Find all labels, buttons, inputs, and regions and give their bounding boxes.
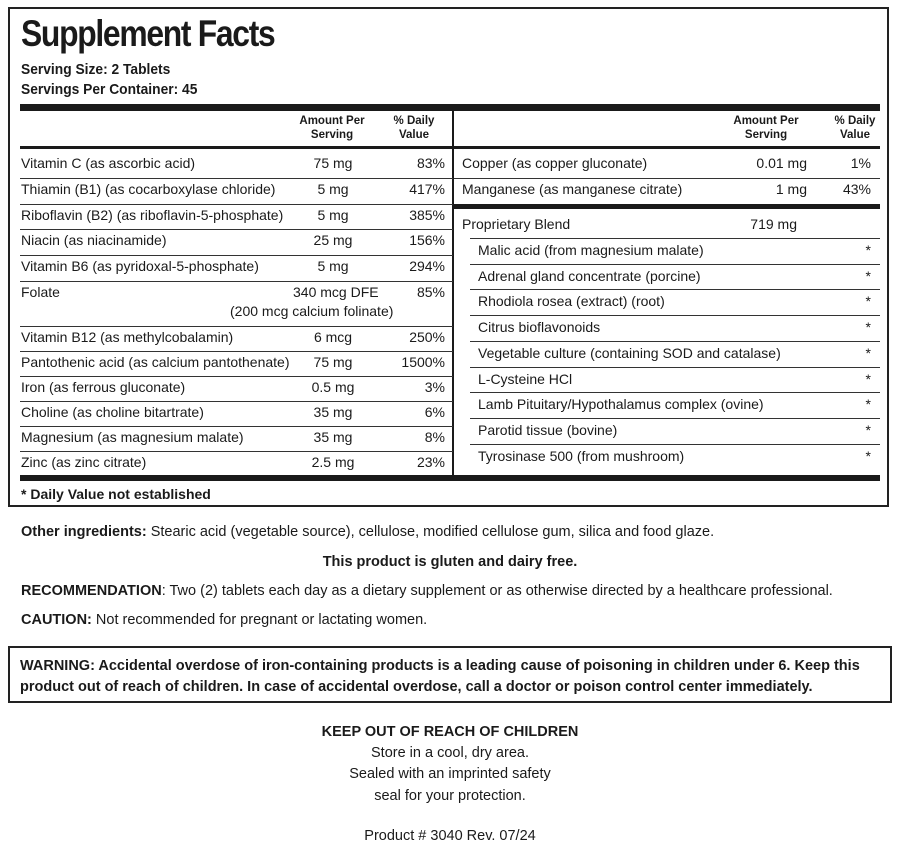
nutrient-row [21,207,446,227]
nutrient-name: Vitamin C (as ascorbic acid) [21,155,196,171]
nutrient-row [21,181,446,201]
proprietary-blend-row [462,216,882,236]
blend-item-name: L-Cysteine HCl [478,371,573,387]
nutrient-daily-value: 8% [424,429,445,445]
row-divider [470,289,880,290]
nutrient-row [21,404,446,424]
blend-item-row [478,242,882,262]
other-ingredients-text: Stearic acid (vegetable source), cellulose, modified cellulose gum, silica and food glaze. [146,524,715,540]
storage-line-1: Store in a cool, dry area. [371,745,529,761]
daily-value-footnote: * Daily Value not established [21,486,211,502]
nutrient-daily-value: 417% [409,181,445,197]
right-dv-header [825,114,885,142]
caution-label: CAUTION: [21,612,92,628]
gluten-free-note: This product is gluten and dairy free. [322,554,578,570]
warning-line-2: product out of reach of children. In case of accidental overdose, call a doctor or poison control center immediately. [20,679,813,695]
column-divider [452,104,454,476]
nutrient-daily-value: 6% [424,404,445,420]
row-divider [20,326,453,327]
nutrient-name: Iron (as ferrous gluconate) [21,379,186,395]
blend-item-daily-value: * [865,268,871,284]
blend-rule [454,204,880,209]
recommendation-text: : Two (2) tablets each day as a dietary supplement or as otherwise directed by a healthcare professional. [161,583,833,599]
row-divider [20,281,453,282]
nutrient-subtext: (200 mcg calcium folinate) [230,303,394,319]
blend-item-row [478,293,882,313]
blend-item-name: Adrenal gland concentrate (porcine) [478,268,701,284]
blend-item-row [478,396,882,416]
right-amount-header [723,114,809,142]
nutrient-row [21,284,446,319]
mineral-row [462,181,882,201]
nutrient-daily-value: 85% [416,284,445,300]
left-dv-header [384,114,444,142]
mineral-amount: 0.01 mg [756,155,807,171]
row-divider [20,351,453,352]
nutrient-amount: 0.5 mg [311,379,355,395]
row-divider [454,178,880,179]
blend-name: Proprietary Blend [462,216,571,232]
iron-warning-box [8,646,892,703]
recommendation-label: RECOMMENDATION [21,583,162,599]
nutrient-row [21,454,446,474]
nutrient-row [21,232,446,252]
row-divider [20,376,453,377]
nutrient-row [21,258,446,278]
nutrient-daily-value: 385% [409,207,445,223]
header-text: % Daily [393,115,435,127]
header-text: Amount Per [299,115,365,127]
nutrient-amount: 340 mcg DFE [293,284,379,300]
header-text: Value [398,129,430,141]
blend-item-name: Tyrosinase 500 (from mushroom) [478,448,685,464]
nutrient-amount: 35 mg [313,404,353,420]
nutrient-amount: 2.5 mg [311,454,355,470]
mid-rule-right [454,146,880,149]
blend-item-name: Lamb Pituitary/Hypothalamus complex (ovine) [478,396,764,412]
nutrient-row [21,329,446,349]
other-ingredients-label: Other ingredients: [21,524,147,540]
nutrient-daily-value: 83% [416,155,445,171]
nutrient-row [21,155,446,175]
blend-item-row [478,345,882,365]
product-number: Product # 3040 Rev. 07/24 [364,828,536,844]
nutrient-name: Vitamin B6 (as pyridoxal-5-phosphate) [21,258,259,274]
panel-title: Supplement Facts [21,13,275,54]
blend-item-name: Citrus bioflavonoids [478,319,601,335]
nutrient-name: Vitamin B12 (as methylcobalamin) [21,329,234,345]
nutrient-name: Thiamin (B1) (as cocarboxylase chloride) [21,181,276,197]
row-divider [20,255,453,256]
blend-item-daily-value: * [865,345,871,361]
row-divider [470,418,880,419]
warning-line-1: WARNING: Accidental overdose of iron-containing products is a leading cause of poisoning in children under 6. Keep this [20,658,860,674]
blend-item-row [478,371,882,391]
bottom-rule [20,475,880,481]
mineral-daily-value: 1% [850,155,871,171]
left-amount-header [292,114,372,142]
nutrient-amount: 6 mcg [313,329,353,345]
row-divider [20,178,453,179]
nutrient-row [21,429,446,449]
blend-item-daily-value: * [865,242,871,258]
nutrient-daily-value: 250% [409,329,445,345]
nutrient-daily-value: 156% [409,232,445,248]
nutrient-name: Niacin (as niacinamide) [21,232,167,248]
storage-line-2: Sealed with an imprinted safety [349,766,551,782]
keep-out-heading: KEEP OUT OF REACH OF CHILDREN [321,724,579,740]
row-divider [20,204,453,205]
row-divider [20,426,453,427]
nutrient-name: Folate [21,284,60,300]
row-divider [470,238,880,239]
nutrient-amount: 35 mg [313,429,353,445]
blend-item-name: Malic acid (from magnesium malate) [478,242,704,258]
serving-size: Serving Size: 2 Tablets [21,61,171,78]
header-text: % Daily [834,115,876,127]
nutrient-name: Pantothenic acid (as calcium pantothenate) [21,354,290,370]
caution-text: Not recommended for pregnant or lactating women. [91,612,428,628]
nutrient-amount: 5 mg [317,258,349,274]
header-text: Serving [310,129,354,141]
header-text: Value [839,129,871,141]
nutrient-amount: 25 mg [313,232,353,248]
header-text: Amount Per [733,115,799,127]
nutrient-daily-value: 23% [416,454,445,470]
nutrient-row [21,354,446,374]
blend-item-daily-value: * [865,448,871,464]
mineral-amount: 1 mg [775,181,807,197]
nutrient-daily-value: 294% [409,258,445,274]
nutrient-amount: 5 mg [317,207,349,223]
blend-item-daily-value: * [865,396,871,412]
servings-per-container: Servings Per Container: 45 [21,81,198,98]
nutrient-amount: 75 mg [313,354,353,370]
row-divider [470,315,880,316]
recommendation [21,583,833,599]
row-divider [470,367,880,368]
blend-amount: 719 mg [750,216,797,232]
header-text: Serving [744,129,788,141]
row-divider [20,229,453,230]
mid-rule-left [20,146,453,149]
row-divider [470,392,880,393]
blend-item-row [478,268,882,288]
storage-line-3: seal for your protection. [374,788,526,804]
nutrient-daily-value: 1500% [401,354,445,370]
blend-item-row [478,319,882,339]
other-ingredients [21,524,714,540]
header-rule-right [454,104,880,111]
mineral-name: Manganese (as manganese citrate) [462,181,683,197]
mineral-daily-value: 43% [842,181,871,197]
nutrient-name: Choline (as choline bitartrate) [21,404,204,420]
nutrient-name: Magnesium (as magnesium malate) [21,429,244,445]
mineral-name: Copper (as copper gluconate) [462,155,648,171]
blend-item-daily-value: * [865,422,871,438]
header-rule-left [20,104,453,111]
row-divider [470,264,880,265]
supplement-facts-panel [8,7,889,507]
row-divider [20,401,453,402]
row-divider [470,444,880,445]
nutrient-name: Riboflavin (B2) (as riboflavin-5-phosphate) [21,207,284,223]
nutrient-name: Zinc (as zinc citrate) [21,454,147,470]
blend-item-row [478,448,882,468]
blend-item-name: Rhodiola rosea (extract) (root) [478,293,665,309]
blend-item-row [478,422,882,442]
nutrient-row [21,379,446,399]
nutrient-amount: 5 mg [317,181,349,197]
blend-item-daily-value: * [865,371,871,387]
nutrient-daily-value: 3% [424,379,445,395]
caution [21,612,427,628]
mineral-row [462,155,882,175]
blend-item-daily-value: * [865,293,871,309]
blend-item-name: Vegetable culture (containing SOD and catalase) [478,345,781,361]
row-divider [20,451,453,452]
row-divider [470,341,880,342]
nutrient-amount: 75 mg [313,155,353,171]
blend-item-name: Parotid tissue (bovine) [478,422,618,438]
blend-item-daily-value: * [865,319,871,335]
